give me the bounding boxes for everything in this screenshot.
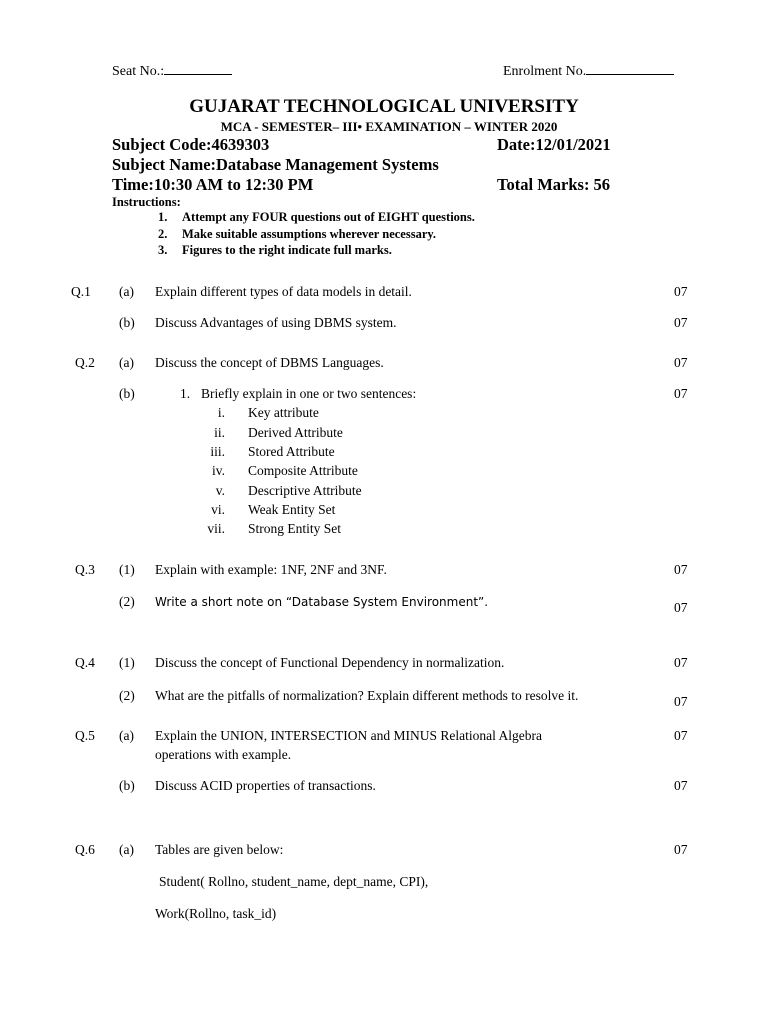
exam-date: Date:12/01/2021 [497, 135, 611, 154]
question-label: Q.6 [75, 842, 95, 857]
roman-numeral: ii. [214, 425, 225, 440]
question-label: Q.1 [71, 284, 91, 299]
question-part: (a) [119, 728, 134, 743]
question-part: (1) [119, 562, 135, 577]
question-marks: 07 [674, 728, 688, 743]
enrolment-no-label: Enrolment No. [503, 64, 587, 79]
question-part: (a) [119, 355, 134, 370]
attribute-item: Strong Entity Set [248, 521, 342, 536]
attribute-item: Stored Attribute [248, 444, 335, 459]
attribute-item: Weak Entity Set [248, 502, 336, 517]
question-part: (2) [119, 594, 135, 609]
question-part: (a) [119, 842, 134, 857]
attribute-item: Composite Attribute [248, 463, 358, 478]
question-text: Explain the UNION, INTERSECTION and MINUS Relational Algebra [155, 728, 542, 743]
question-marks: 07 [674, 655, 688, 670]
instruction-number: 3. [158, 243, 168, 257]
question-text: Write a short note on “Database System Environment”. [155, 595, 489, 609]
instruction-number: 2. [158, 227, 168, 241]
instruction-text: Attempt any FOUR questions out of EIGHT questions. [182, 210, 475, 224]
question-marks: 07 [674, 386, 688, 401]
question-text: Tables are given below: [155, 842, 284, 857]
question-part: (b) [119, 315, 135, 330]
sub-item-number: 1. [180, 386, 191, 401]
question-marks: 07 [674, 842, 688, 857]
instruction-text: Make suitable assumptions wherever necessary. [182, 227, 437, 241]
question-part: (b) [119, 778, 135, 793]
table-schema-student: Student( Rollno, student_name, dept_name, CPI), [159, 874, 429, 889]
question-text: Explain different types of data models in detail. [155, 284, 412, 299]
question-part: (b) [119, 386, 135, 401]
question-text: Discuss the concept of DBMS Languages. [155, 355, 384, 370]
question-part: (a) [119, 284, 134, 299]
exam-title: MCA - SEMESTER– III• EXAMINATION – WINTER 2020 [220, 119, 558, 134]
enrolment-no-field [503, 62, 674, 80]
attribute-item: Derived Attribute [248, 425, 343, 440]
question-marks: 07 [674, 562, 688, 577]
instruction-number: 1. [158, 210, 168, 224]
attribute-item: Key attribute [248, 405, 319, 420]
roman-numeral: iv. [212, 463, 225, 478]
question-marks: 07 [674, 315, 688, 330]
roman-numeral: vii. [207, 521, 225, 536]
question-text: Briefly explain in one or two sentences: [201, 386, 417, 401]
question-marks: 07 [674, 600, 688, 615]
instruction-item [158, 227, 437, 242]
question-text: Discuss ACID properties of transactions. [155, 778, 376, 793]
question-label: Q.5 [75, 728, 95, 743]
roman-numeral: vi. [211, 502, 225, 517]
total-marks: Total Marks: 56 [497, 175, 611, 194]
question-text: Explain with example: 1NF, 2NF and 3NF. [155, 562, 387, 577]
question-text: Discuss Advantages of using DBMS system. [155, 315, 397, 330]
enrolment-no-blank [586, 62, 674, 75]
seat-no-label: Seat No.: [112, 64, 165, 79]
attribute-item: Descriptive Attribute [248, 483, 362, 498]
instruction-item [158, 243, 392, 258]
question-label: Q.2 [75, 355, 95, 370]
question-part: (2) [119, 688, 135, 703]
question-text-continued: operations with example. [155, 747, 292, 762]
question-text: What are the pitfalls of normalization? Explain different methods to resolve it. [155, 688, 579, 703]
question-label: Q.4 [75, 655, 95, 670]
question-text: Discuss the concept of Functional Dependency in normalization. [155, 655, 505, 670]
seat-no-blank [164, 62, 232, 75]
exam-time: Time:10:30 AM to 12:30 PM [112, 175, 314, 194]
question-label: Q.3 [75, 562, 95, 577]
roman-numeral: v. [215, 483, 225, 498]
subject-code: Subject Code:4639303 [112, 135, 270, 154]
instruction-text: Figures to the right indicate full marks. [182, 243, 392, 257]
table-schema-work: Work(Rollno, task_id) [155, 906, 277, 921]
question-part: (1) [119, 655, 135, 670]
instruction-item [158, 210, 475, 225]
instructions-title: Instructions: [112, 195, 181, 209]
question-marks: 07 [674, 355, 688, 370]
question-marks: 07 [674, 284, 688, 299]
question-marks: 07 [674, 778, 688, 793]
university-title: GUJARAT TECHNOLOGICAL UNIVERSITY [189, 96, 579, 117]
roman-numeral: i. [217, 405, 225, 420]
seat-no-field [112, 62, 232, 80]
subject-name: Subject Name:Database Management Systems [112, 155, 439, 174]
question-marks: 07 [674, 694, 688, 709]
roman-numeral: iii. [210, 444, 225, 459]
